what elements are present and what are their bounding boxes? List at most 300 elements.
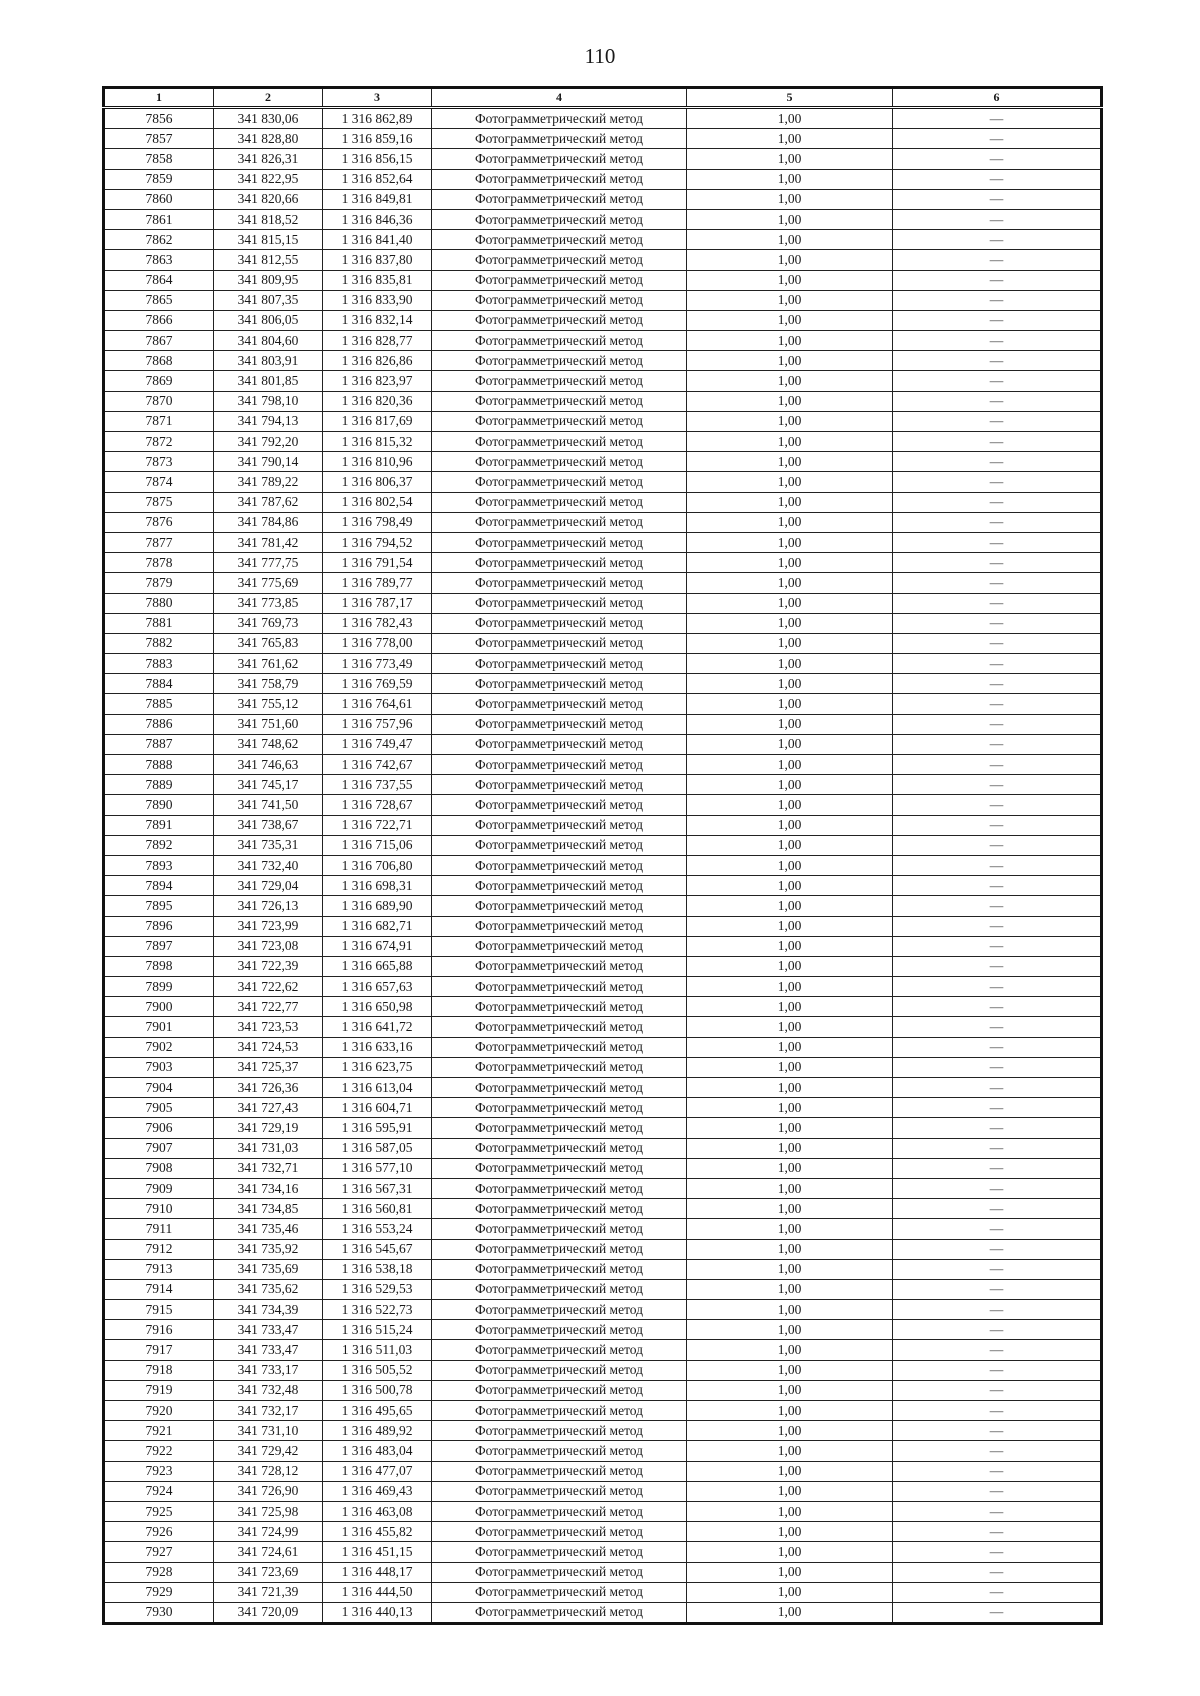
method-cell: Фотограмметрический метод	[432, 876, 687, 896]
method-cell: Фотограмметрический метод	[432, 351, 687, 371]
y-coordinate-cell: 1 316 483,04	[323, 1441, 432, 1461]
method-cell: Фотограмметрический метод	[432, 1481, 687, 1501]
point-number-cell: 7918	[104, 1360, 214, 1380]
point-number-cell: 7915	[104, 1300, 214, 1320]
method-cell: Фотограмметрический метод	[432, 1037, 687, 1057]
x-coordinate-cell: 341 784,86	[214, 512, 323, 532]
method-cell: Фотограмметрический метод	[432, 1158, 687, 1178]
table-row	[104, 290, 1102, 310]
y-coordinate-cell: 1 316 567,31	[323, 1178, 432, 1198]
table-row	[104, 553, 1102, 573]
y-coordinate-cell: 1 316 595,91	[323, 1118, 432, 1138]
x-coordinate-cell: 341 801,85	[214, 371, 323, 391]
y-coordinate-cell: 1 316 769,59	[323, 674, 432, 694]
table-row	[104, 452, 1102, 472]
method-cell: Фотограмметрический метод	[432, 593, 687, 613]
point-number-cell: 7921	[104, 1421, 214, 1441]
point-number-cell: 7894	[104, 876, 214, 896]
table-row	[104, 835, 1102, 855]
y-coordinate-cell: 1 316 657,63	[323, 977, 432, 997]
x-coordinate-cell: 341 758,79	[214, 674, 323, 694]
description-cell: —	[893, 108, 1102, 129]
point-number-cell: 7916	[104, 1320, 214, 1340]
accuracy-cell: 1,00	[687, 775, 893, 795]
table-row	[104, 1118, 1102, 1138]
accuracy-cell: 1,00	[687, 1259, 893, 1279]
table-row	[104, 351, 1102, 371]
y-coordinate-cell: 1 316 742,67	[323, 755, 432, 775]
x-coordinate-cell: 341 781,42	[214, 532, 323, 552]
accuracy-cell: 1,00	[687, 1118, 893, 1138]
table-row	[104, 1522, 1102, 1542]
x-coordinate-cell: 341 804,60	[214, 331, 323, 351]
method-cell: Фотограмметрический метод	[432, 1441, 687, 1461]
description-cell: —	[893, 795, 1102, 815]
method-cell: Фотограмметрический метод	[432, 1542, 687, 1562]
method-cell: Фотограмметрический метод	[432, 1320, 687, 1340]
table-row	[104, 977, 1102, 997]
description-cell: —	[893, 755, 1102, 775]
x-coordinate-cell: 341 807,35	[214, 290, 323, 310]
x-coordinate-cell: 341 735,69	[214, 1259, 323, 1279]
x-coordinate-cell: 341 728,12	[214, 1461, 323, 1481]
y-coordinate-cell: 1 316 529,53	[323, 1279, 432, 1299]
point-number-cell: 7919	[104, 1380, 214, 1400]
point-number-cell: 7927	[104, 1542, 214, 1562]
x-coordinate-cell: 341 725,98	[214, 1501, 323, 1521]
x-coordinate-cell: 341 726,90	[214, 1481, 323, 1501]
table-row	[104, 1501, 1102, 1521]
table-row	[104, 815, 1102, 835]
x-coordinate-cell: 341 734,85	[214, 1199, 323, 1219]
accuracy-cell: 1,00	[687, 734, 893, 754]
accuracy-cell: 1,00	[687, 209, 893, 229]
accuracy-cell: 1,00	[687, 270, 893, 290]
y-coordinate-cell: 1 316 737,55	[323, 775, 432, 795]
x-coordinate-cell: 341 787,62	[214, 492, 323, 512]
y-coordinate-cell: 1 316 782,43	[323, 613, 432, 633]
table-row	[104, 714, 1102, 734]
point-number-cell: 7879	[104, 573, 214, 593]
point-number-cell: 7904	[104, 1078, 214, 1098]
x-coordinate-cell: 341 735,31	[214, 835, 323, 855]
description-cell: —	[893, 129, 1102, 149]
x-coordinate-cell: 341 826,31	[214, 149, 323, 169]
y-coordinate-cell: 1 316 832,14	[323, 310, 432, 330]
x-coordinate-cell: 341 724,99	[214, 1522, 323, 1542]
table-row	[104, 855, 1102, 875]
accuracy-cell: 1,00	[687, 714, 893, 734]
accuracy-cell: 1,00	[687, 129, 893, 149]
y-coordinate-cell: 1 316 852,64	[323, 169, 432, 189]
method-cell: Фотограмметрический метод	[432, 209, 687, 229]
x-coordinate-cell: 341 725,37	[214, 1057, 323, 1077]
y-coordinate-cell: 1 316 749,47	[323, 734, 432, 754]
x-coordinate-cell: 341 815,15	[214, 230, 323, 250]
y-coordinate-cell: 1 316 440,13	[323, 1602, 432, 1623]
description-cell: —	[893, 654, 1102, 674]
accuracy-cell: 1,00	[687, 815, 893, 835]
method-cell: Фотограмметрический метод	[432, 250, 687, 270]
point-number-cell: 7885	[104, 694, 214, 714]
point-number-cell: 7896	[104, 916, 214, 936]
x-coordinate-cell: 341 828,80	[214, 129, 323, 149]
accuracy-cell: 1,00	[687, 1501, 893, 1521]
description-cell: —	[893, 1602, 1102, 1623]
method-cell: Фотограмметрический метод	[432, 1259, 687, 1279]
x-coordinate-cell: 341 727,43	[214, 1098, 323, 1118]
method-cell: Фотограмметрический метод	[432, 795, 687, 815]
point-number-cell: 7873	[104, 452, 214, 472]
table-row	[104, 1380, 1102, 1400]
point-number-cell: 7888	[104, 755, 214, 775]
y-coordinate-cell: 1 316 538,18	[323, 1259, 432, 1279]
y-coordinate-cell: 1 316 837,80	[323, 250, 432, 270]
x-coordinate-cell: 341 721,39	[214, 1582, 323, 1602]
y-coordinate-cell: 1 316 489,92	[323, 1421, 432, 1441]
description-cell: —	[893, 694, 1102, 714]
y-coordinate-cell: 1 316 682,71	[323, 916, 432, 936]
method-cell: Фотограмметрический метод	[432, 755, 687, 775]
x-coordinate-cell: 341 822,95	[214, 169, 323, 189]
x-coordinate-cell: 341 798,10	[214, 391, 323, 411]
accuracy-cell: 1,00	[687, 1421, 893, 1441]
x-coordinate-cell: 341 724,53	[214, 1037, 323, 1057]
accuracy-cell: 1,00	[687, 755, 893, 775]
y-coordinate-cell: 1 316 500,78	[323, 1380, 432, 1400]
method-cell: Фотограмметрический метод	[432, 1300, 687, 1320]
table-row	[104, 1158, 1102, 1178]
point-number-cell: 7913	[104, 1259, 214, 1279]
accuracy-cell: 1,00	[687, 351, 893, 371]
accuracy-cell: 1,00	[687, 896, 893, 916]
point-number-cell: 7890	[104, 795, 214, 815]
y-coordinate-cell: 1 316 859,16	[323, 129, 432, 149]
point-number-cell: 7883	[104, 654, 214, 674]
x-coordinate-cell: 341 731,03	[214, 1138, 323, 1158]
table-row	[104, 896, 1102, 916]
x-coordinate-cell: 341 745,17	[214, 775, 323, 795]
page-number: 110	[584, 44, 616, 68]
x-coordinate-cell: 341 818,52	[214, 209, 323, 229]
table-row	[104, 1582, 1102, 1602]
header-col-6: 6	[893, 88, 1102, 108]
y-coordinate-cell: 1 316 856,15	[323, 149, 432, 169]
method-cell: Фотограмметрический метод	[432, 674, 687, 694]
point-number-cell: 7900	[104, 997, 214, 1017]
description-cell: —	[893, 169, 1102, 189]
accuracy-cell: 1,00	[687, 977, 893, 997]
table-row	[104, 654, 1102, 674]
method-cell: Фотограмметрический метод	[432, 149, 687, 169]
method-cell: Фотограмметрический метод	[432, 472, 687, 492]
table-row	[104, 775, 1102, 795]
x-coordinate-cell: 341 751,60	[214, 714, 323, 734]
table-row	[104, 755, 1102, 775]
table-row	[104, 108, 1102, 129]
method-cell: Фотограмметрический метод	[432, 654, 687, 674]
table-row	[104, 149, 1102, 169]
point-number-cell: 7917	[104, 1340, 214, 1360]
table-row	[104, 876, 1102, 896]
table-row	[104, 209, 1102, 229]
table-row	[104, 512, 1102, 532]
description-cell: —	[893, 1542, 1102, 1562]
table-row	[104, 1461, 1102, 1481]
header-col-4: 4	[432, 88, 687, 108]
point-number-cell: 7856	[104, 108, 214, 129]
table-row	[104, 1178, 1102, 1198]
x-coordinate-cell: 341 775,69	[214, 573, 323, 593]
point-number-cell: 7880	[104, 593, 214, 613]
x-coordinate-cell: 341 726,36	[214, 1078, 323, 1098]
y-coordinate-cell: 1 316 757,96	[323, 714, 432, 734]
table-row	[104, 1441, 1102, 1461]
description-cell: —	[893, 553, 1102, 573]
method-cell: Фотограмметрический метод	[432, 1199, 687, 1219]
x-coordinate-cell: 341 735,62	[214, 1279, 323, 1299]
x-coordinate-cell: 341 773,85	[214, 593, 323, 613]
x-coordinate-cell: 341 726,13	[214, 896, 323, 916]
y-coordinate-cell: 1 316 674,91	[323, 936, 432, 956]
accuracy-cell: 1,00	[687, 1360, 893, 1380]
table-row	[104, 432, 1102, 452]
y-coordinate-cell: 1 316 789,77	[323, 573, 432, 593]
x-coordinate-cell: 341 729,42	[214, 1441, 323, 1461]
point-number-cell: 7914	[104, 1279, 214, 1299]
accuracy-cell: 1,00	[687, 1340, 893, 1360]
table-row	[104, 795, 1102, 815]
description-cell: —	[893, 411, 1102, 431]
method-cell: Фотограмметрический метод	[432, 1078, 687, 1098]
description-cell: —	[893, 391, 1102, 411]
table-row	[104, 613, 1102, 633]
x-coordinate-cell: 341 724,61	[214, 1542, 323, 1562]
accuracy-cell: 1,00	[687, 472, 893, 492]
table-row	[104, 129, 1102, 149]
y-coordinate-cell: 1 316 522,73	[323, 1300, 432, 1320]
method-cell: Фотограмметрический метод	[432, 290, 687, 310]
description-cell: —	[893, 1481, 1102, 1501]
method-cell: Фотограмметрический метод	[432, 1360, 687, 1380]
y-coordinate-cell: 1 316 846,36	[323, 209, 432, 229]
table-row	[104, 1057, 1102, 1077]
x-coordinate-cell: 341 765,83	[214, 633, 323, 653]
y-coordinate-cell: 1 316 833,90	[323, 290, 432, 310]
point-number-cell: 7863	[104, 250, 214, 270]
description-cell: —	[893, 896, 1102, 916]
description-cell: —	[893, 310, 1102, 330]
accuracy-cell: 1,00	[687, 1481, 893, 1501]
table-row	[104, 633, 1102, 653]
description-cell: —	[893, 1522, 1102, 1542]
point-number-cell: 7895	[104, 896, 214, 916]
x-coordinate-cell: 341 794,13	[214, 411, 323, 431]
description-cell: —	[893, 1380, 1102, 1400]
description-cell: —	[893, 1158, 1102, 1178]
method-cell: Фотограмметрический метод	[432, 896, 687, 916]
accuracy-cell: 1,00	[687, 169, 893, 189]
description-cell: —	[893, 1562, 1102, 1582]
table-row	[104, 1098, 1102, 1118]
method-cell: Фотограмметрический метод	[432, 391, 687, 411]
accuracy-cell: 1,00	[687, 1178, 893, 1198]
y-coordinate-cell: 1 316 698,31	[323, 876, 432, 896]
description-cell: —	[893, 512, 1102, 532]
table-row	[104, 270, 1102, 290]
accuracy-cell: 1,00	[687, 1219, 893, 1239]
x-coordinate-cell: 341 735,92	[214, 1239, 323, 1259]
y-coordinate-cell: 1 316 477,07	[323, 1461, 432, 1481]
point-number-cell: 7875	[104, 492, 214, 512]
y-coordinate-cell: 1 316 841,40	[323, 230, 432, 250]
description-cell: —	[893, 573, 1102, 593]
description-cell: —	[893, 936, 1102, 956]
point-number-cell: 7930	[104, 1602, 214, 1623]
description-cell: —	[893, 532, 1102, 552]
point-number-cell: 7878	[104, 553, 214, 573]
description-cell: —	[893, 1219, 1102, 1239]
accuracy-cell: 1,00	[687, 1279, 893, 1299]
description-cell: —	[893, 674, 1102, 694]
method-cell: Фотограмметрический метод	[432, 1602, 687, 1623]
description-cell: —	[893, 977, 1102, 997]
table-row	[104, 169, 1102, 189]
accuracy-cell: 1,00	[687, 512, 893, 532]
method-cell: Фотограмметрический метод	[432, 694, 687, 714]
y-coordinate-cell: 1 316 820,36	[323, 391, 432, 411]
point-number-cell: 7871	[104, 411, 214, 431]
method-cell: Фотограмметрический метод	[432, 815, 687, 835]
description-cell: —	[893, 1259, 1102, 1279]
table-body	[104, 108, 1102, 1624]
point-number-cell: 7912	[104, 1239, 214, 1259]
y-coordinate-cell: 1 316 553,24	[323, 1219, 432, 1239]
accuracy-cell: 1,00	[687, 997, 893, 1017]
table-row	[104, 956, 1102, 976]
accuracy-cell: 1,00	[687, 371, 893, 391]
x-coordinate-cell: 341 741,50	[214, 795, 323, 815]
point-number-cell: 7893	[104, 855, 214, 875]
point-number-cell: 7886	[104, 714, 214, 734]
method-cell: Фотограмметрический метод	[432, 835, 687, 855]
y-coordinate-cell: 1 316 815,32	[323, 432, 432, 452]
point-number-cell: 7923	[104, 1461, 214, 1481]
x-coordinate-cell: 341 722,39	[214, 956, 323, 976]
accuracy-cell: 1,00	[687, 290, 893, 310]
accuracy-cell: 1,00	[687, 1057, 893, 1077]
y-coordinate-cell: 1 316 560,81	[323, 1199, 432, 1219]
table-row	[104, 1481, 1102, 1501]
accuracy-cell: 1,00	[687, 956, 893, 976]
point-number-cell: 7862	[104, 230, 214, 250]
description-cell: —	[893, 916, 1102, 936]
y-coordinate-cell: 1 316 778,00	[323, 633, 432, 653]
y-coordinate-cell: 1 316 823,97	[323, 371, 432, 391]
accuracy-cell: 1,00	[687, 1380, 893, 1400]
accuracy-cell: 1,00	[687, 835, 893, 855]
y-coordinate-cell: 1 316 828,77	[323, 331, 432, 351]
y-coordinate-cell: 1 316 587,05	[323, 1138, 432, 1158]
table-row	[104, 1199, 1102, 1219]
accuracy-cell: 1,00	[687, 593, 893, 613]
point-number-cell: 7860	[104, 189, 214, 209]
table-row	[104, 997, 1102, 1017]
y-coordinate-cell: 1 316 791,54	[323, 553, 432, 573]
point-number-cell: 7882	[104, 633, 214, 653]
accuracy-cell: 1,00	[687, 310, 893, 330]
point-number-cell: 7861	[104, 209, 214, 229]
description-cell: —	[893, 1582, 1102, 1602]
method-cell: Фотограмметрический метод	[432, 936, 687, 956]
x-coordinate-cell: 341 723,08	[214, 936, 323, 956]
method-cell: Фотограмметрический метод	[432, 492, 687, 512]
x-coordinate-cell: 341 722,77	[214, 997, 323, 1017]
accuracy-cell: 1,00	[687, 1300, 893, 1320]
y-coordinate-cell: 1 316 665,88	[323, 956, 432, 976]
method-cell: Фотограмметрический метод	[432, 1501, 687, 1521]
point-number-cell: 7907	[104, 1138, 214, 1158]
description-cell: —	[893, 1501, 1102, 1521]
x-coordinate-cell: 341 735,46	[214, 1219, 323, 1239]
description-cell: —	[893, 1360, 1102, 1380]
description-cell: —	[893, 613, 1102, 633]
method-cell: Фотограмметрический метод	[432, 1239, 687, 1259]
accuracy-cell: 1,00	[687, 876, 893, 896]
table-row	[104, 371, 1102, 391]
x-coordinate-cell: 341 789,22	[214, 472, 323, 492]
method-cell: Фотограмметрический метод	[432, 956, 687, 976]
table-row	[104, 1138, 1102, 1158]
table-header-row	[104, 88, 1102, 108]
x-coordinate-cell: 341 733,17	[214, 1360, 323, 1380]
method-cell: Фотограмметрический метод	[432, 855, 687, 875]
method-cell: Фотограмметрический метод	[432, 633, 687, 653]
x-coordinate-cell: 341 820,66	[214, 189, 323, 209]
description-cell: —	[893, 876, 1102, 896]
y-coordinate-cell: 1 316 810,96	[323, 452, 432, 472]
description-cell: —	[893, 149, 1102, 169]
point-number-cell: 7881	[104, 613, 214, 633]
x-coordinate-cell: 341 720,09	[214, 1602, 323, 1623]
description-cell: —	[893, 351, 1102, 371]
table-row	[104, 1037, 1102, 1057]
method-cell: Фотограмметрический метод	[432, 532, 687, 552]
table-row	[104, 250, 1102, 270]
x-coordinate-cell: 341 722,62	[214, 977, 323, 997]
y-coordinate-cell: 1 316 515,24	[323, 1320, 432, 1340]
accuracy-cell: 1,00	[687, 573, 893, 593]
description-cell: —	[893, 1037, 1102, 1057]
y-coordinate-cell: 1 316 787,17	[323, 593, 432, 613]
description-cell: —	[893, 1340, 1102, 1360]
point-number-cell: 7926	[104, 1522, 214, 1542]
table-row	[104, 331, 1102, 351]
point-number-cell: 7874	[104, 472, 214, 492]
accuracy-cell: 1,00	[687, 1602, 893, 1623]
description-cell: —	[893, 1421, 1102, 1441]
accuracy-cell: 1,00	[687, 1037, 893, 1057]
description-cell: —	[893, 633, 1102, 653]
header-col-1: 1	[104, 88, 214, 108]
y-coordinate-cell: 1 316 613,04	[323, 1078, 432, 1098]
point-number-cell: 7858	[104, 149, 214, 169]
y-coordinate-cell: 1 316 849,81	[323, 189, 432, 209]
description-cell: —	[893, 1199, 1102, 1219]
method-cell: Фотограмметрический метод	[432, 411, 687, 431]
table-row	[104, 1078, 1102, 1098]
point-number-cell: 7909	[104, 1178, 214, 1198]
